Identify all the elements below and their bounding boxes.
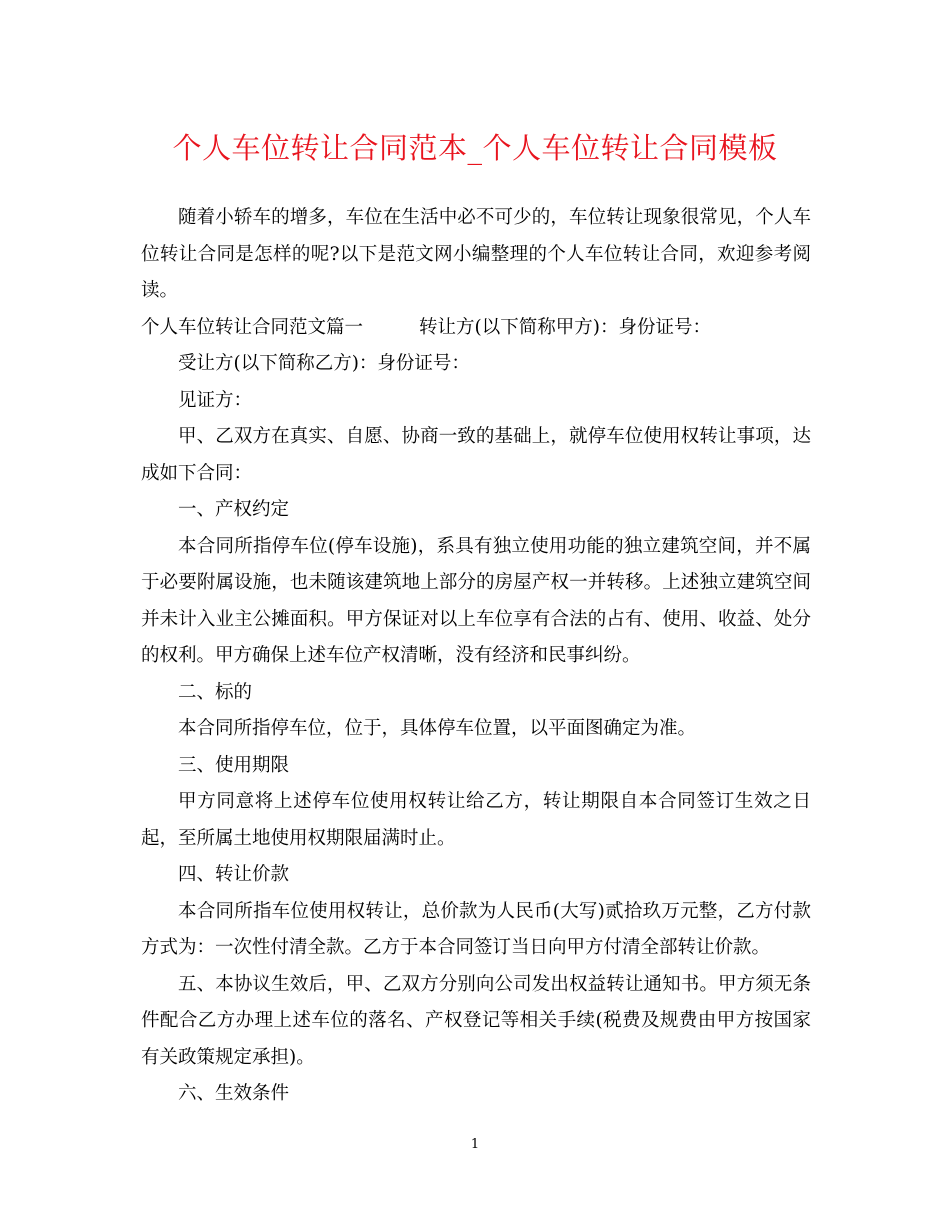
page-number: 1 [470, 1137, 480, 1152]
document-title: 个人车位转让合同范本_个人车位转让合同模板 [172, 131, 778, 165]
section-body-2: 本合同所指停车位，位于，具体停车位置，以平面图确定为准。 [178, 718, 697, 739]
section-body-1: 本合同所指停车位(停车设施)，系具有独立使用功能的独立建筑空间，并不属于必要附属设施，也未随该建筑地上部分的房屋产权一并转移。上述独立建筑空间并未计入业主公摊面积。甲方保证对以上车位享有合法的占有、使用、收益、处分的权利。甲方确保上述车位产权清晰，没有经济和民事纠纷。 [141, 535, 811, 666]
document-body [141, 200, 811, 1113]
transferor-line: 转让方(以下简称甲方)：身份证号： [419, 316, 711, 338]
section-body-4: 本合同所指车位使用权转让，总价款为人民币(大写)贰拾玖万元整，乙方付款方式为：一次性付清全款。乙方于本合同签订当日向甲方付清全部转让价款。 [141, 900, 811, 958]
section-body-3: 甲方同意将上述停车位使用权转让给乙方，转让期限自本合同签订生效之日起，至所属土地使用权期限届满时止。 [141, 791, 811, 849]
intro-paragraph: 随着小轿车的增多，车位在生活中必不可少的，车位转让现象很常见，个人车位转让合同是怎样的呢?以下是范文网小编整理的个人车位转让合同，欢迎参考阅读。 [141, 207, 811, 301]
sample-heading-line [141, 310, 811, 347]
witness-line: 见证方： [178, 389, 253, 411]
transferee-line: 受让方(以下简称乙方)：身份证号： [178, 353, 470, 374]
section-heading-3: 三、使用期限 [178, 754, 290, 776]
sample-heading: 个人车位转让合同范文篇一 [141, 316, 364, 338]
section-heading-6: 六、生效条件 [178, 1083, 290, 1104]
section-heading-1: 一、产权约定 [178, 499, 290, 520]
preamble-paragraph: 甲、乙双方在真实、自愿、协商一致的基础上，就停车位使用权转让事项，达成如下合同： [141, 426, 811, 484]
section-heading-2: 二、标的 [178, 681, 253, 703]
section-body-5: 五、本协议生效后，甲、乙双方分别向公司发出权益转让通知书。甲方须无条件配合乙方办理上述车位的落名、产权登记等相关手续(税费及规费由甲方按国家有关政策规定承担)。 [141, 973, 811, 1068]
section-heading-4: 四、转让价款 [178, 864, 290, 885]
